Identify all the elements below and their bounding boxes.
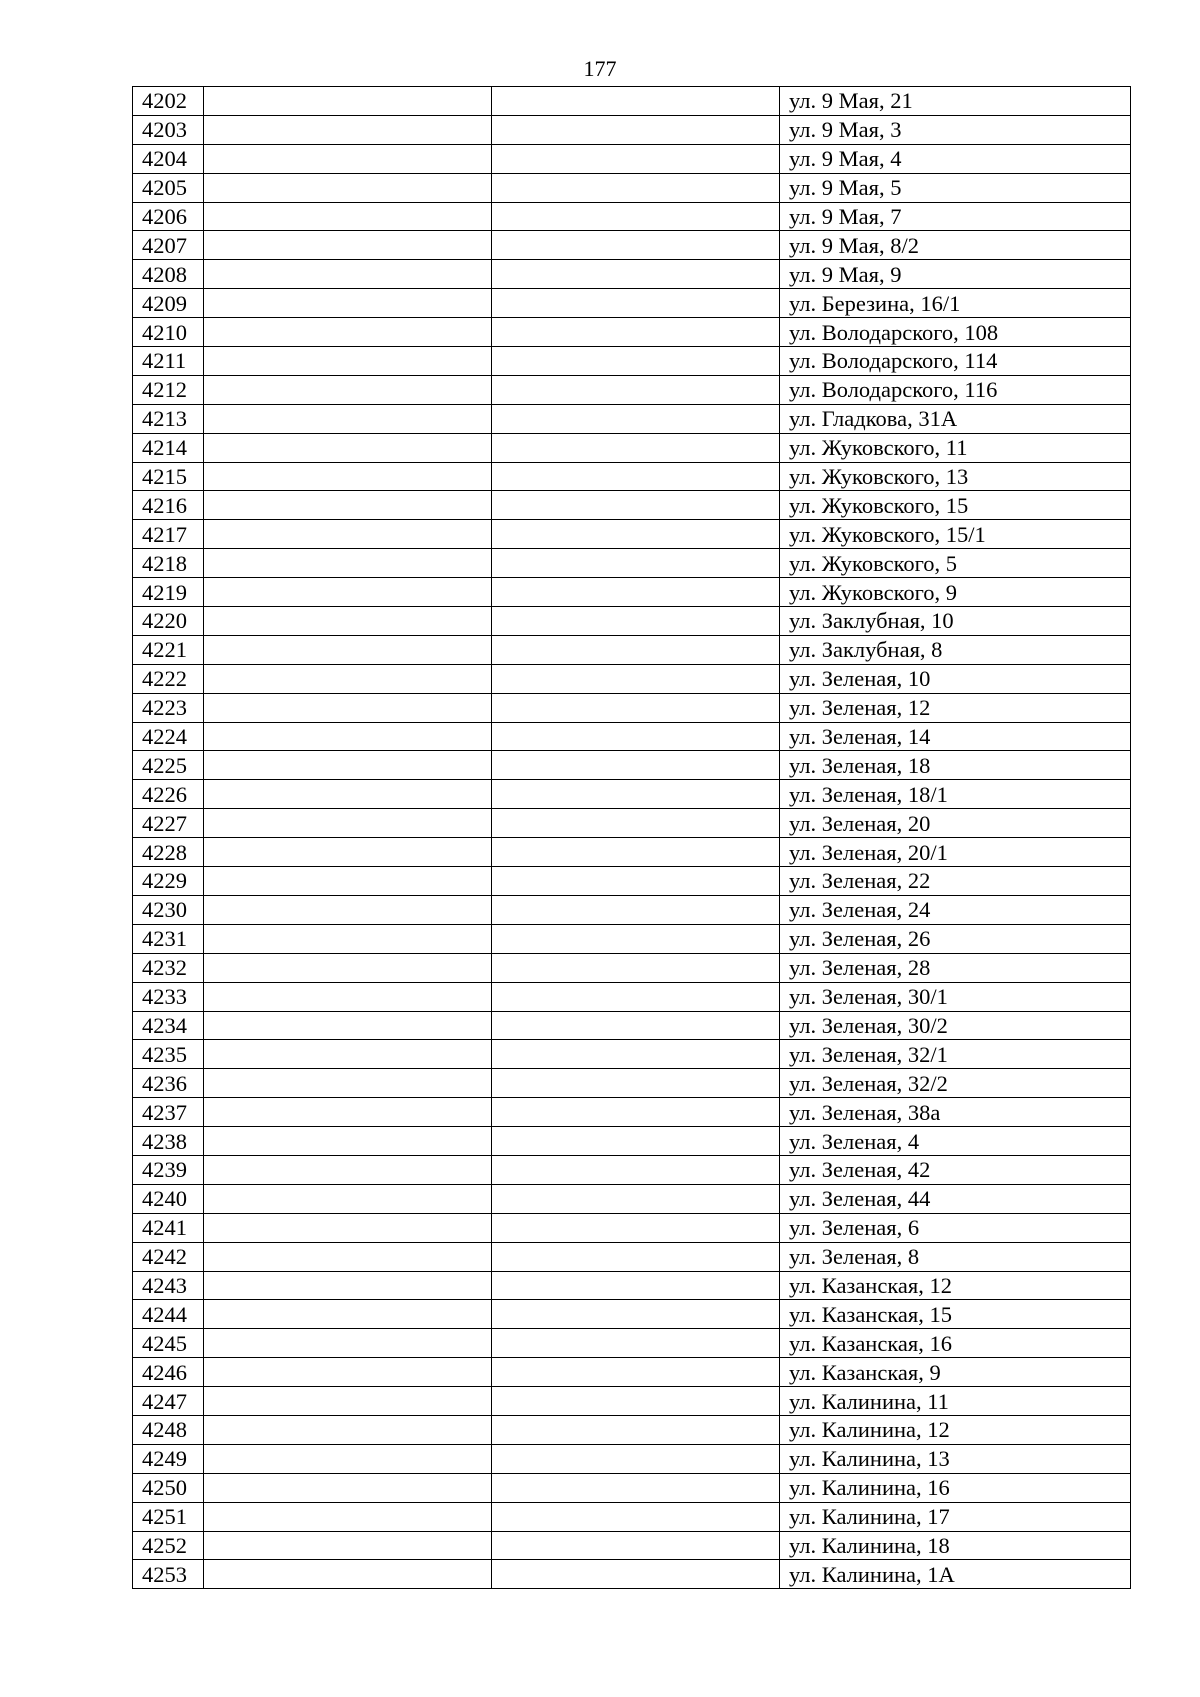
row-number-cell: 4250 <box>133 1473 204 1502</box>
row-number-cell: 4221 <box>133 635 204 664</box>
empty-cell <box>204 780 492 809</box>
empty-cell <box>204 1473 492 1502</box>
table-row <box>133 1300 1131 1329</box>
row-number-cell: 4242 <box>133 1242 204 1271</box>
table-row <box>133 1387 1131 1416</box>
empty-cell <box>492 751 780 780</box>
row-number-cell: 4241 <box>133 1213 204 1242</box>
table-row <box>133 1444 1131 1473</box>
table-row <box>133 664 1131 693</box>
address-cell: ул. Заклубная, 8 <box>780 635 1131 664</box>
table-row <box>133 1502 1131 1531</box>
table-row <box>133 491 1131 520</box>
empty-cell <box>204 1040 492 1069</box>
address-cell: ул. Жуковского, 13 <box>780 462 1131 491</box>
address-cell: ул. Казанская, 15 <box>780 1300 1131 1329</box>
empty-cell <box>204 1127 492 1156</box>
table-row <box>133 809 1131 838</box>
empty-cell <box>204 1387 492 1416</box>
empty-cell <box>492 375 780 404</box>
empty-cell <box>204 1011 492 1040</box>
empty-cell <box>204 1502 492 1531</box>
address-cell: ул. Зеленая, 32/2 <box>780 1069 1131 1098</box>
row-number-cell: 4253 <box>133 1560 204 1589</box>
row-number-cell: 4233 <box>133 982 204 1011</box>
address-cell: ул. 9 Мая, 4 <box>780 144 1131 173</box>
row-number-cell: 4247 <box>133 1387 204 1416</box>
empty-cell <box>492 289 780 318</box>
row-number-cell: 4223 <box>133 693 204 722</box>
address-cell: ул. Зеленая, 8 <box>780 1242 1131 1271</box>
row-number-cell: 4232 <box>133 953 204 982</box>
table-row <box>133 1358 1131 1387</box>
empty-cell <box>204 260 492 289</box>
address-cell: ул. Калинина, 17 <box>780 1502 1131 1531</box>
empty-cell <box>492 87 780 116</box>
table-row <box>133 1271 1131 1300</box>
row-number-cell: 4243 <box>133 1271 204 1300</box>
table-row <box>133 1184 1131 1213</box>
address-cell: ул. Зеленая, 18 <box>780 751 1131 780</box>
empty-cell <box>492 115 780 144</box>
empty-cell <box>204 375 492 404</box>
empty-cell <box>204 1444 492 1473</box>
address-table-body <box>133 87 1131 1589</box>
empty-cell <box>204 491 492 520</box>
address-cell: ул. Володарского, 114 <box>780 347 1131 376</box>
empty-cell <box>204 231 492 260</box>
address-cell: ул. Зеленая, 32/1 <box>780 1040 1131 1069</box>
address-cell: ул. Жуковского, 5 <box>780 549 1131 578</box>
row-number-cell: 4203 <box>133 115 204 144</box>
row-number-cell: 4222 <box>133 664 204 693</box>
empty-cell <box>204 549 492 578</box>
address-cell: ул. Зеленая, 18/1 <box>780 780 1131 809</box>
address-cell: ул. Заклубная, 10 <box>780 607 1131 636</box>
empty-cell <box>492 231 780 260</box>
table-row <box>133 318 1131 347</box>
address-cell: ул. Калинина, 13 <box>780 1444 1131 1473</box>
table-row <box>133 1531 1131 1560</box>
empty-cell <box>204 144 492 173</box>
empty-cell <box>492 924 780 953</box>
empty-cell <box>492 404 780 433</box>
empty-cell <box>204 202 492 231</box>
table-row <box>133 722 1131 751</box>
empty-cell <box>492 1415 780 1444</box>
row-number-cell: 4206 <box>133 202 204 231</box>
address-cell: ул. Зеленая, 26 <box>780 924 1131 953</box>
empty-cell <box>204 607 492 636</box>
empty-cell <box>204 520 492 549</box>
row-number-cell: 4212 <box>133 375 204 404</box>
table-row <box>133 115 1131 144</box>
table-row <box>133 173 1131 202</box>
address-cell: ул. Зеленая, 30/2 <box>780 1011 1131 1040</box>
empty-cell <box>492 260 780 289</box>
table-row <box>133 1098 1131 1127</box>
empty-cell <box>204 867 492 896</box>
table-row <box>133 1011 1131 1040</box>
address-cell: ул. Калинина, 11 <box>780 1387 1131 1416</box>
empty-cell <box>204 1155 492 1184</box>
empty-cell <box>492 635 780 664</box>
table-row <box>133 202 1131 231</box>
empty-cell <box>492 693 780 722</box>
empty-cell <box>204 722 492 751</box>
empty-cell <box>204 809 492 838</box>
table-row <box>133 1242 1131 1271</box>
address-cell: ул. Зеленая, 44 <box>780 1184 1131 1213</box>
empty-cell <box>204 1242 492 1271</box>
table-row <box>133 635 1131 664</box>
row-number-cell: 4249 <box>133 1444 204 1473</box>
row-number-cell: 4215 <box>133 462 204 491</box>
empty-cell <box>492 144 780 173</box>
empty-cell <box>204 751 492 780</box>
empty-cell <box>492 578 780 607</box>
page-number: 177 <box>583 56 617 81</box>
address-cell: ул. Калинина, 12 <box>780 1415 1131 1444</box>
empty-cell <box>492 780 780 809</box>
row-number-cell: 4225 <box>133 751 204 780</box>
table-row <box>133 1473 1131 1502</box>
row-number-cell: 4210 <box>133 318 204 347</box>
address-cell: ул. Зеленая, 12 <box>780 693 1131 722</box>
address-cell: ул. Казанская, 12 <box>780 1271 1131 1300</box>
empty-cell <box>204 1560 492 1589</box>
address-cell: ул. Калинина, 18 <box>780 1531 1131 1560</box>
empty-cell <box>204 289 492 318</box>
empty-cell <box>204 1069 492 1098</box>
address-cell: ул. 9 Мая, 3 <box>780 115 1131 144</box>
empty-cell <box>204 635 492 664</box>
empty-cell <box>492 1444 780 1473</box>
address-cell: ул. Казанская, 16 <box>780 1329 1131 1358</box>
address-cell: ул. Зеленая, 20/1 <box>780 838 1131 867</box>
address-cell: ул. 9 Мая, 9 <box>780 260 1131 289</box>
row-number-cell: 4219 <box>133 578 204 607</box>
empty-cell <box>492 433 780 462</box>
table-row <box>133 780 1131 809</box>
empty-cell <box>492 1560 780 1589</box>
empty-cell <box>492 1213 780 1242</box>
table-row <box>133 289 1131 318</box>
address-cell: ул. Казанская, 9 <box>780 1358 1131 1387</box>
empty-cell <box>492 953 780 982</box>
address-cell: ул. Калинина, 1А <box>780 1560 1131 1589</box>
empty-cell <box>492 722 780 751</box>
address-cell: ул. 9 Мая, 5 <box>780 173 1131 202</box>
row-number-cell: 4252 <box>133 1531 204 1560</box>
row-number-cell: 4220 <box>133 607 204 636</box>
table-row <box>133 924 1131 953</box>
empty-cell <box>492 1011 780 1040</box>
empty-cell <box>492 867 780 896</box>
row-number-cell: 4211 <box>133 347 204 376</box>
empty-cell <box>204 578 492 607</box>
row-number-cell: 4235 <box>133 1040 204 1069</box>
address-cell: ул. 9 Мая, 8/2 <box>780 231 1131 260</box>
row-number-cell: 4228 <box>133 838 204 867</box>
table-row <box>133 462 1131 491</box>
empty-cell <box>492 895 780 924</box>
empty-cell <box>204 347 492 376</box>
empty-cell <box>492 664 780 693</box>
empty-cell <box>204 1098 492 1127</box>
table-row <box>133 1127 1131 1156</box>
empty-cell <box>492 1184 780 1213</box>
empty-cell <box>492 1387 780 1416</box>
empty-cell <box>204 1358 492 1387</box>
address-table <box>132 86 1131 1589</box>
table-row <box>133 607 1131 636</box>
address-cell: ул. Зеленая, 42 <box>780 1155 1131 1184</box>
row-number-cell: 4204 <box>133 144 204 173</box>
empty-cell <box>492 1329 780 1358</box>
empty-cell <box>204 433 492 462</box>
address-cell: ул. Зеленая, 28 <box>780 953 1131 982</box>
empty-cell <box>492 173 780 202</box>
empty-cell <box>492 549 780 578</box>
row-number-cell: 4237 <box>133 1098 204 1127</box>
empty-cell <box>204 1184 492 1213</box>
table-row <box>133 260 1131 289</box>
empty-cell <box>492 607 780 636</box>
row-number-cell: 4246 <box>133 1358 204 1387</box>
table-row <box>133 1040 1131 1069</box>
table-row <box>133 982 1131 1011</box>
empty-cell <box>204 462 492 491</box>
empty-cell <box>492 1127 780 1156</box>
empty-cell <box>204 1213 492 1242</box>
table-row <box>133 347 1131 376</box>
table-row <box>133 1069 1131 1098</box>
row-number-cell: 4251 <box>133 1502 204 1531</box>
row-number-cell: 4202 <box>133 87 204 116</box>
table-row <box>133 1329 1131 1358</box>
empty-cell <box>492 318 780 347</box>
row-number-cell: 4217 <box>133 520 204 549</box>
empty-cell <box>204 982 492 1011</box>
empty-cell <box>492 520 780 549</box>
empty-cell <box>204 87 492 116</box>
empty-cell <box>492 1531 780 1560</box>
empty-cell <box>492 1473 780 1502</box>
table-row <box>133 1560 1131 1589</box>
empty-cell <box>204 1300 492 1329</box>
empty-cell <box>492 462 780 491</box>
row-number-cell: 4216 <box>133 491 204 520</box>
row-number-cell: 4240 <box>133 1184 204 1213</box>
empty-cell <box>492 1155 780 1184</box>
empty-cell <box>204 664 492 693</box>
address-cell: ул. Володарского, 108 <box>780 318 1131 347</box>
empty-cell <box>204 693 492 722</box>
row-number-cell: 4209 <box>133 289 204 318</box>
empty-cell <box>492 1358 780 1387</box>
row-number-cell: 4214 <box>133 433 204 462</box>
empty-cell <box>204 404 492 433</box>
table-row <box>133 838 1131 867</box>
table-row <box>133 895 1131 924</box>
address-cell: ул. Жуковского, 15 <box>780 491 1131 520</box>
row-number-cell: 4224 <box>133 722 204 751</box>
address-cell: ул. Зеленая, 38а <box>780 1098 1131 1127</box>
address-cell: ул. Зеленая, 14 <box>780 722 1131 751</box>
row-number-cell: 4248 <box>133 1415 204 1444</box>
empty-cell <box>204 838 492 867</box>
empty-cell <box>492 1300 780 1329</box>
address-cell: ул. Жуковского, 9 <box>780 578 1131 607</box>
address-cell: ул. Жуковского, 15/1 <box>780 520 1131 549</box>
address-cell: ул. Володарского, 116 <box>780 375 1131 404</box>
table-row <box>133 231 1131 260</box>
row-number-cell: 4226 <box>133 780 204 809</box>
row-number-cell: 4213 <box>133 404 204 433</box>
row-number-cell: 4245 <box>133 1329 204 1358</box>
address-cell: ул. Зеленая, 10 <box>780 664 1131 693</box>
row-number-cell: 4205 <box>133 173 204 202</box>
empty-cell <box>204 895 492 924</box>
row-number-cell: 4244 <box>133 1300 204 1329</box>
empty-cell <box>492 347 780 376</box>
address-cell: ул. Зеленая, 4 <box>780 1127 1131 1156</box>
table-row <box>133 520 1131 549</box>
table-row <box>133 433 1131 462</box>
address-cell: ул. Зеленая, 20 <box>780 809 1131 838</box>
empty-cell <box>204 1415 492 1444</box>
table-row <box>133 693 1131 722</box>
empty-cell <box>492 838 780 867</box>
empty-cell <box>204 318 492 347</box>
row-number-cell: 4207 <box>133 231 204 260</box>
empty-cell <box>204 173 492 202</box>
address-cell: ул. Зеленая, 22 <box>780 867 1131 896</box>
empty-cell <box>492 202 780 231</box>
empty-cell <box>204 1531 492 1560</box>
table-row <box>133 144 1131 173</box>
empty-cell <box>492 1502 780 1531</box>
table-row <box>133 953 1131 982</box>
address-cell: ул. Калинина, 16 <box>780 1473 1131 1502</box>
table-row <box>133 549 1131 578</box>
table-row <box>133 1415 1131 1444</box>
empty-cell <box>492 1242 780 1271</box>
address-cell: ул. Зеленая, 6 <box>780 1213 1131 1242</box>
row-number-cell: 4238 <box>133 1127 204 1156</box>
table-row <box>133 87 1131 116</box>
row-number-cell: 4208 <box>133 260 204 289</box>
table-row <box>133 1155 1131 1184</box>
address-cell: ул. Гладкова, 31А <box>780 404 1131 433</box>
empty-cell <box>492 1069 780 1098</box>
row-number-cell: 4231 <box>133 924 204 953</box>
empty-cell <box>204 924 492 953</box>
empty-cell <box>492 1040 780 1069</box>
empty-cell <box>492 1271 780 1300</box>
row-number-cell: 4234 <box>133 1011 204 1040</box>
empty-cell <box>204 1329 492 1358</box>
empty-cell <box>204 115 492 144</box>
address-cell: ул. Жуковского, 11 <box>780 433 1131 462</box>
address-cell: ул. Зеленая, 30/1 <box>780 982 1131 1011</box>
row-number-cell: 4218 <box>133 549 204 578</box>
empty-cell <box>492 809 780 838</box>
table-row <box>133 1213 1131 1242</box>
row-number-cell: 4227 <box>133 809 204 838</box>
address-cell: ул. Березина, 16/1 <box>780 289 1131 318</box>
table-row <box>133 404 1131 433</box>
empty-cell <box>492 1098 780 1127</box>
table-row <box>133 578 1131 607</box>
row-number-cell: 4229 <box>133 867 204 896</box>
empty-cell <box>492 982 780 1011</box>
table-row <box>133 867 1131 896</box>
row-number-cell: 4230 <box>133 895 204 924</box>
address-cell: ул. 9 Мая, 21 <box>780 87 1131 116</box>
row-number-cell: 4239 <box>133 1155 204 1184</box>
empty-cell <box>492 491 780 520</box>
empty-cell <box>204 953 492 982</box>
address-cell: ул. 9 Мая, 7 <box>780 202 1131 231</box>
empty-cell <box>204 1271 492 1300</box>
address-cell: ул. Зеленая, 24 <box>780 895 1131 924</box>
row-number-cell: 4236 <box>133 1069 204 1098</box>
table-row <box>133 751 1131 780</box>
table-row <box>133 375 1131 404</box>
